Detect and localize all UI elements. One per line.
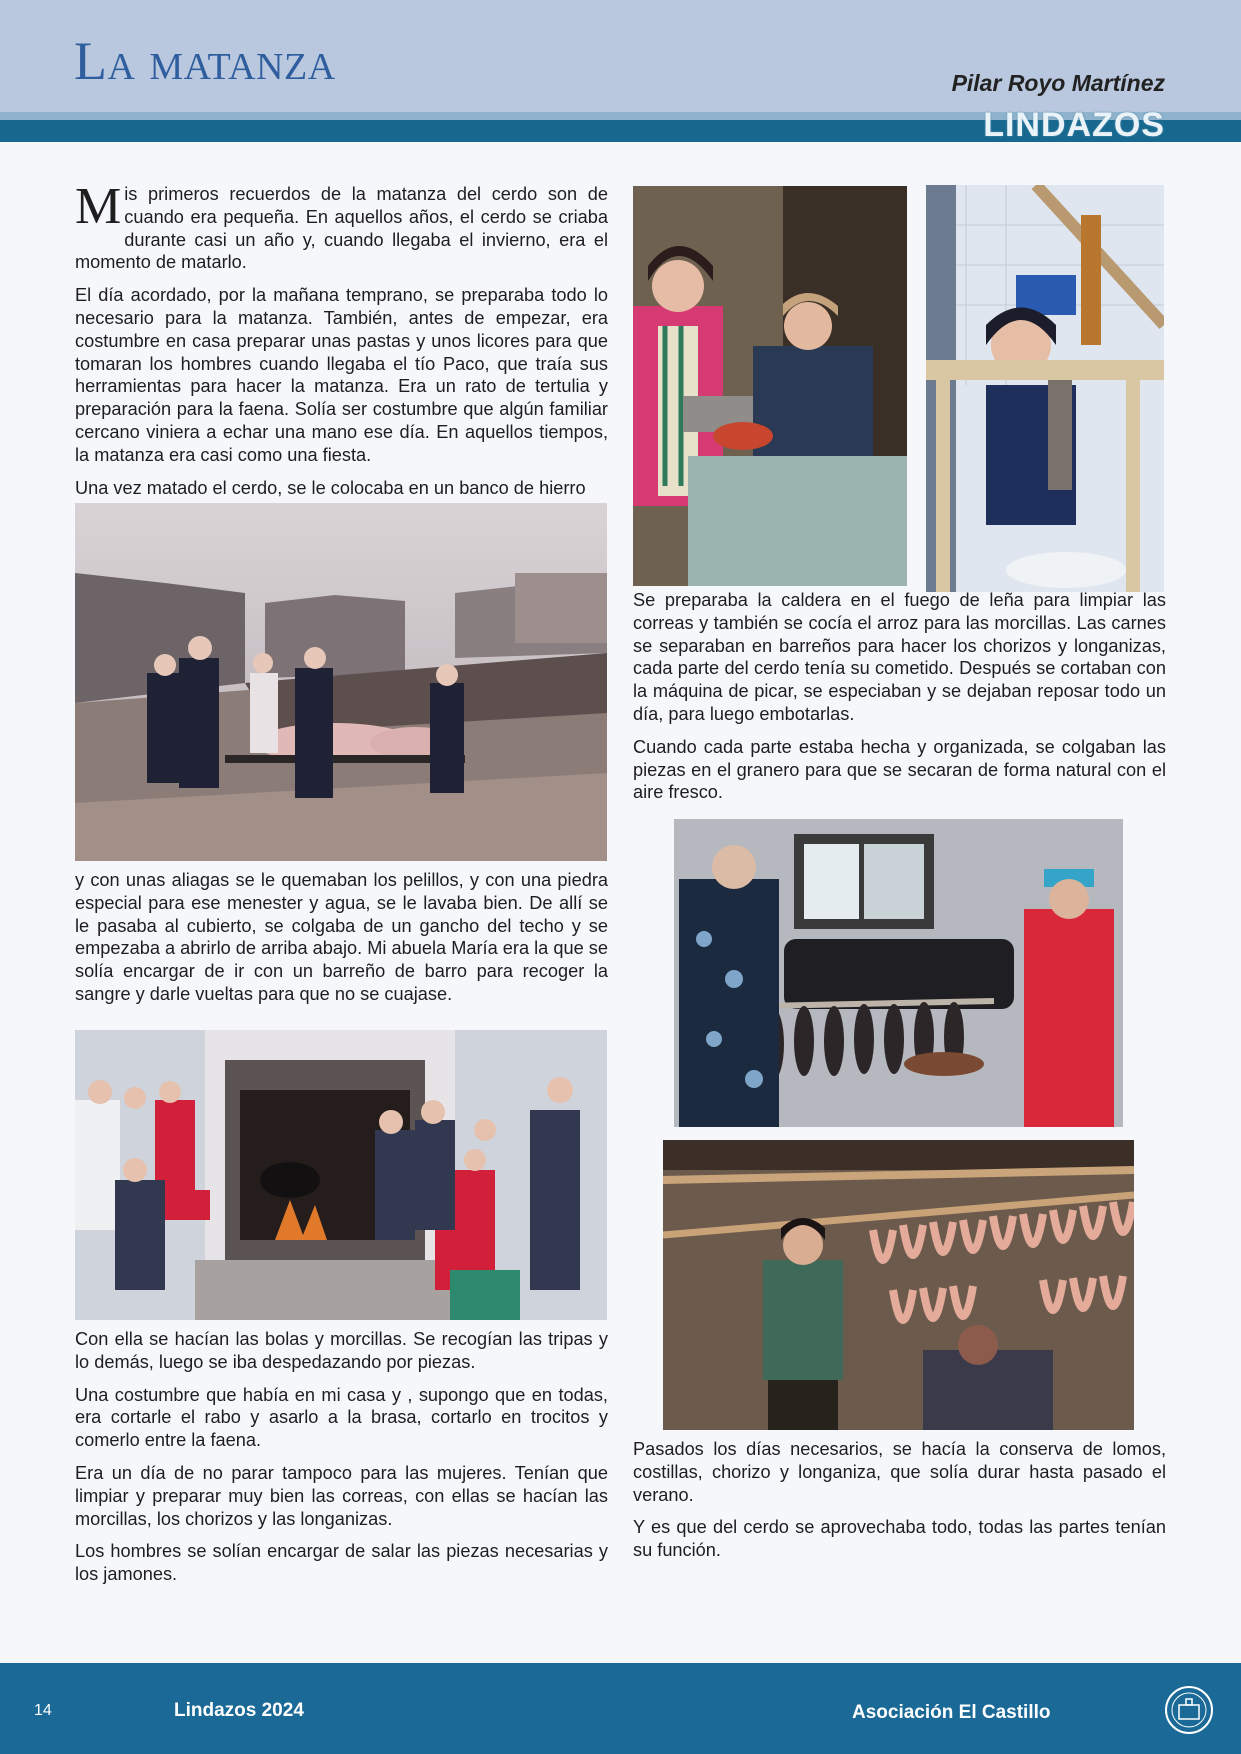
- paragraph: Era un día de no parar tampoco para las mujeres. Tenían que limpiar y preparar muy bien las correas, con ellas se hacían las morcillas, los chorizos y las longanizas.: [75, 1462, 608, 1529]
- magazine-logo: LINDAZOS: [983, 106, 1165, 144]
- left-column-top: [75, 178, 608, 509]
- association-seal-icon: [1164, 1685, 1214, 1735]
- page-number: 14: [34, 1702, 52, 1719]
- paragraph: Pasados los días necesarios, se hacía la conserva de lomos, costillas, chorizo y longaniza, que solía durar hasta pasado el verano.: [633, 1439, 1166, 1505]
- footer-association: Asociación El Castillo: [852, 1702, 1051, 1723]
- photo-men-carrying-pig: [75, 503, 607, 861]
- drop-cap: M: [75, 178, 122, 235]
- paragraph: Una costumbre que había en mi casa y , supongo que en todas, era cortarle el rabo y asarlo a la brasa, cortarlo en trocitos y comerlo entre la faena.: [75, 1384, 608, 1451]
- paragraph: y con unas aliagas se le quemaban los pelillos, y con una piedra especial para ese menester y agua, se le lavaba bien. De allí se le pasaba al cubierto, se colgaba de un gancho del techo y se empezaba a abrirlo de arriba abajo. Mi abuela María era la que se solía encargar de ir con un barreño de barro para recoger la sangre y darle vueltas para que no se cuajase.: [75, 870, 608, 1004]
- paragraph: Los hombres se solían encargar de salar las piezas necesarias y los jamones.: [75, 1541, 608, 1585]
- footer-magazine-year: Lindazos 2024: [174, 1700, 304, 1721]
- paragraph: Cuando cada parte estaba hecha y organizada, se colgaban las piezas en el granero para que se secaran de forma natural con el aire fresco.: [633, 736, 1166, 803]
- photo-family-fireplace: [75, 1030, 607, 1320]
- article-title: La matanza: [74, 31, 336, 91]
- left-column-bottom: [75, 1328, 608, 1596]
- photo-woman-sausage-stuffer: [926, 185, 1164, 592]
- paragraph: El día acordado, por la mañana temprano, se preparaba todo lo necesario para la matanza. También, antes de empezar, era costumbre en casa preparar unas pastas y unos licores para que tomaran los hombres cuando llegaba el tío Paco, que traía sus herramientas para hacer la matanza. Era un rato de tertulia y preparación para la faena. Solía ser costumbre que algún familiar cercano viniera a echar una mano ese día. En aquellos tiempos, la matanza era casi como una fiesta.: [75, 285, 608, 465]
- right-column-top: [633, 589, 1166, 814]
- paragraph: Se preparaba la caldera en el fuego de leña para limpiar las correas y también se cocía el arroz para las morcillas. Las carnes se separaban en barreños para hacer los chorizos y longanizas, cada parte del cerdo tenía su cometido. Después se cortaban con la máquina de picar, se especiaban y se dejaban reposar todo un día, para luego embotarlas.: [633, 590, 1166, 724]
- photo-women-with-sausages: [674, 819, 1123, 1127]
- photo-women-meat-grinder: [633, 186, 907, 586]
- article-author: Pilar Royo Martínez: [951, 70, 1165, 96]
- paragraph: Con ella se hacían las bolas y morcillas. Se recogían las tripas y lo demás, luego se iba despedazando por piezas.: [75, 1329, 608, 1372]
- right-column-bottom: [633, 1438, 1166, 1572]
- paragraph: Y es que del cerdo se aprovechaba todo, todas las partes tenían su función.: [633, 1517, 1166, 1561]
- photo-man-hanging-sausages: [663, 1140, 1134, 1430]
- paragraph: Una vez matado el cerdo, se le colocaba en un banco de hierro: [75, 477, 586, 498]
- paragraph-intro: Mis primeros recuerdos de la matanza del cerdo son de cuando era pequeña. En aquellos años, el cerdo se criaba durante casi un año y, cuando llegaba el invierno, era el momento de matarlo.: [75, 178, 608, 273]
- left-column-middle: [75, 869, 608, 1016]
